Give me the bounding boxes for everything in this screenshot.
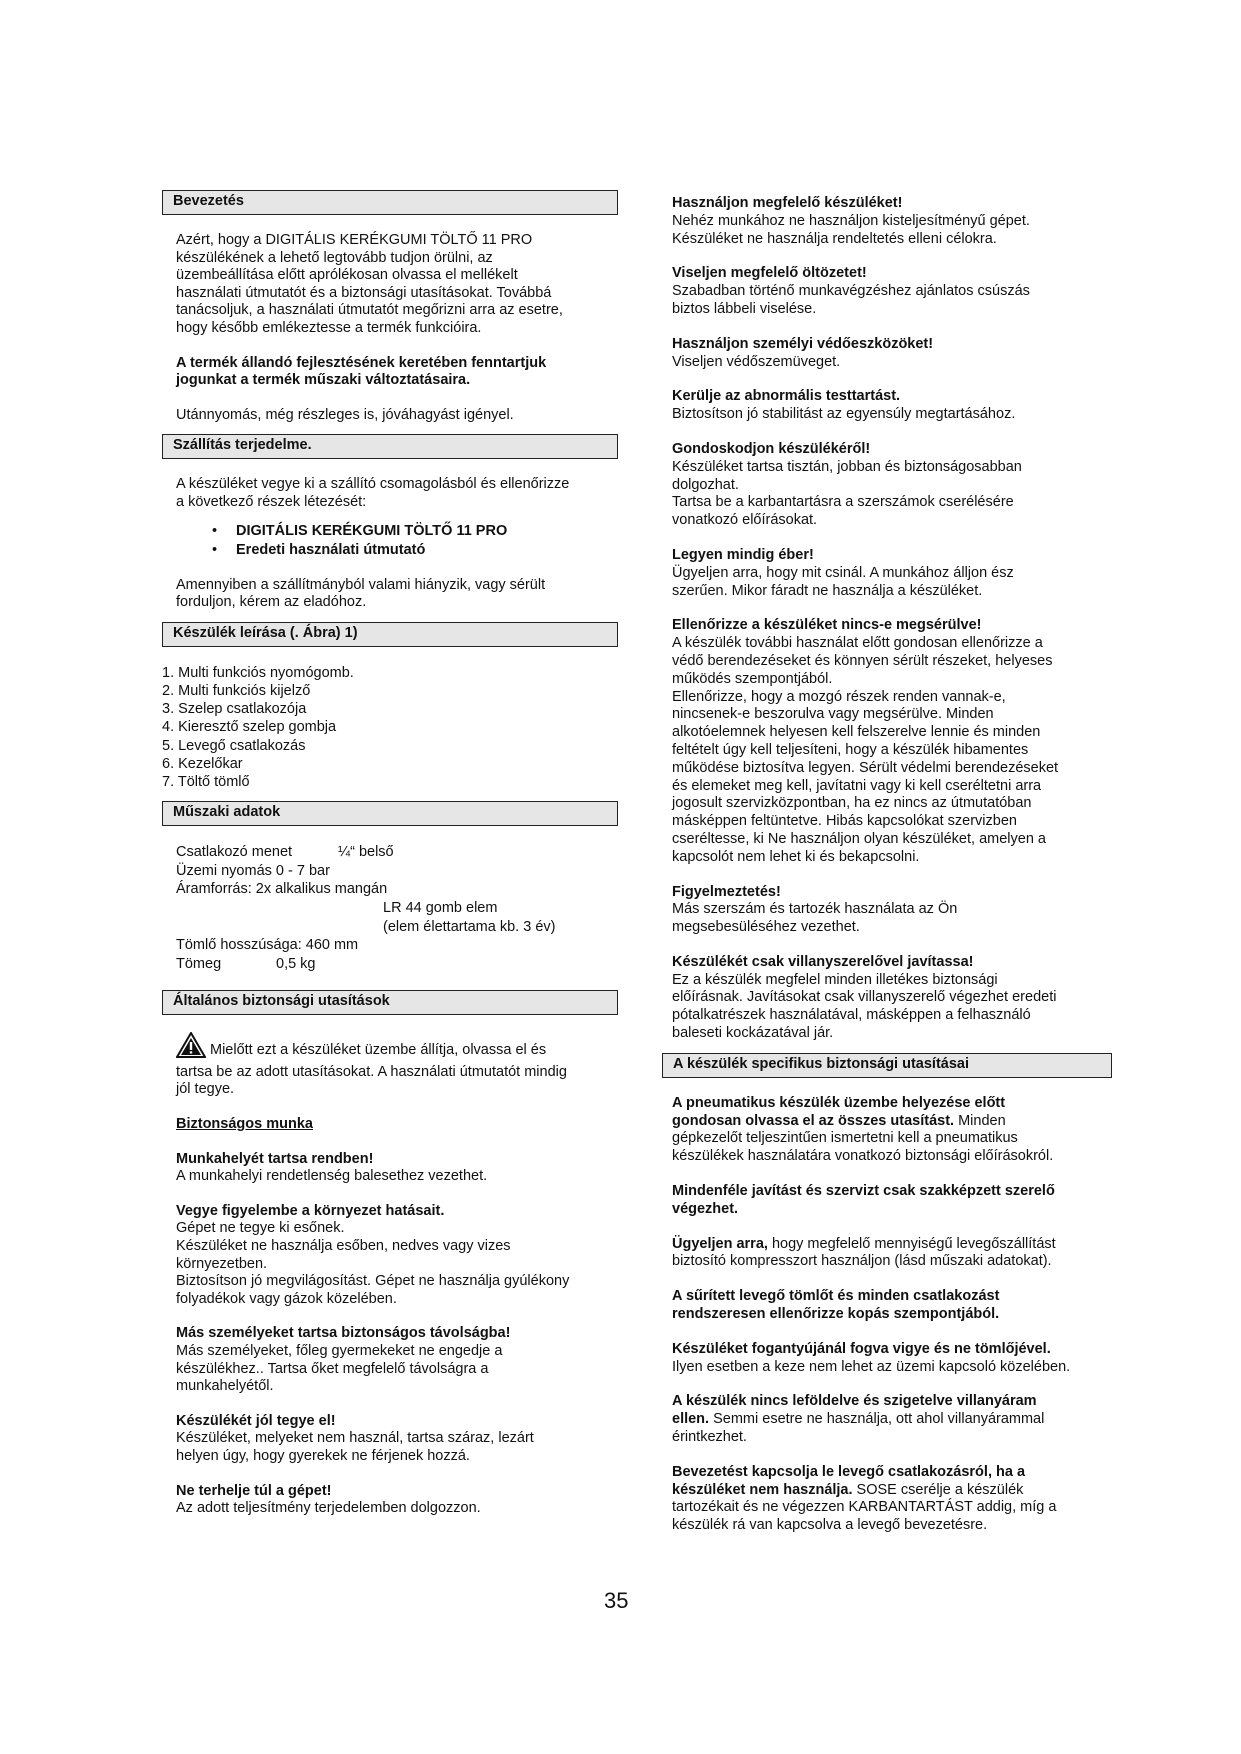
text-line: működés szempontjából.	[672, 670, 833, 687]
text-line: Készüléket tartsa tisztán, jobban és biztonságosabban	[672, 458, 1022, 475]
block-title: Használjon személyi védőeszközöket!	[672, 335, 934, 352]
weight-label: Tömeg	[176, 955, 222, 972]
text-line: Szabadban történő munkavégzéshez ajánlatos csúszás	[672, 283, 1030, 300]
text-rest: hogy megfelelő mennyiségű levegőszállítást	[767, 1235, 1056, 1252]
text-line: helyen úgy, hogy gyerekek ne férjenek hozzá.	[176, 1447, 470, 1464]
left-column	[162, 190, 618, 1518]
text-line: érintkezhet.	[672, 1429, 747, 1446]
text-line: Gépet ne tegye ki esőnek.	[176, 1220, 345, 1237]
text-line: vonatkozó előírásokat.	[672, 512, 818, 529]
section-header-specific: A készülék specifikus biztonsági utasításai	[662, 1053, 1112, 1078]
text-line: gépkezelőt teljeszintűen ismertetni kell a pneumatikus	[672, 1130, 1018, 1147]
intro-paragraph	[162, 232, 618, 424]
section-header-safety: Általános biztonsági utasítások	[162, 990, 618, 1015]
text-line: A munkahelyi rendetlenség balesethez vezethet.	[176, 1168, 488, 1185]
block-title: Figyelmeztetés!	[672, 883, 781, 900]
text-line: Biztosítson jó megvilágosítást. Gépet ne használja gyúlékony	[176, 1273, 570, 1290]
text-line: A pneumatikus készülék üzembe helyezése előtt	[672, 1094, 1006, 1111]
thread-value: ¼“ belső	[338, 844, 394, 861]
list-item: 5. Levegő csatlakozás	[162, 737, 306, 754]
text-line: munkahelyétől.	[176, 1378, 274, 1395]
list-item: • DIGITÁLIS KERÉKGUMI TÖLTŐ 11 PRO	[236, 522, 618, 541]
text-line: készülékek használatára vonatkozó biztonsági előírásokról.	[672, 1148, 1054, 1165]
warning-triangle-icon	[176, 1032, 206, 1064]
text-bold: készüléket nem használja.	[672, 1481, 853, 1498]
specific-instructions	[672, 1095, 1112, 1535]
text-line: kapcsolót nem lehet ki és bekapcsolni.	[672, 848, 920, 865]
text-line: Azért, hogy a DIGITÁLIS KERÉKGUMI TÖLTŐ 11 PRO	[176, 232, 533, 248]
text-rest: SOSE cserélje a készülék	[852, 1481, 1024, 1498]
list-item: 2. Multi funkciós kijelző	[162, 682, 311, 699]
text-line: jól tegye.	[176, 1081, 235, 1098]
text-line: üzembeállítása előtt aprólékosan olvassa el mellékelt	[176, 267, 518, 284]
block-title: Ellenőrizze a készüléket nincs-e megsérülve!	[672, 617, 982, 634]
text-line: Viseljen védőszemüveget.	[672, 353, 841, 370]
text-line: védő berendezéseket és könnyen sérült részeket, helyeses	[672, 652, 1053, 669]
text-line: előírásnak. Javításokat csak villanyszerelő végezhet eredeti	[672, 989, 1057, 1006]
text-line: Ellenőrizze, hogy a mozgó részek renden vannak-e,	[672, 688, 1006, 705]
text-line: Készüléket ne használja rendeltetés elleni célokra.	[672, 230, 997, 247]
text-line: megsebesüléséhez vezethet.	[672, 919, 860, 936]
text-line: jogunkat a termék műszaki változtatásaira.	[176, 372, 471, 389]
text-line: Ügyeljen arra, hogy mit csinál. A munkához álljon ész	[672, 564, 1014, 581]
text-line: másképpen feltüntetve. Hibás kapcsolókat szervizben	[672, 813, 1017, 830]
text-line: biztos lábbeli viselése.	[672, 300, 817, 317]
text-line: tartozékait és ne végezzen KARBANTARTÁST addig, míg a	[672, 1499, 1057, 1516]
list-item: 7. Töltő tömlő	[162, 773, 250, 790]
text-bold: Ügyeljen arra,	[672, 1235, 768, 1252]
block-title: Vegye figyelembe a környezet hatásait.	[176, 1202, 445, 1219]
page-number: 35	[604, 1588, 629, 1613]
delivery-list	[176, 522, 618, 560]
block-title: Ne terhelje túl a gépet!	[176, 1482, 332, 1499]
text-line: Mindenféle javítást és szervizt csak szakképzett szerelő	[672, 1183, 1055, 1200]
section-header-delivery: Szállítás terjedelme.	[162, 434, 618, 459]
pressure-line: Üzemi nyomás 0 - 7 bar	[176, 862, 330, 879]
text-line: Más szerszám és tartozék használata az Ön	[672, 901, 958, 918]
reprint-notice: Utánnyomás, még részleges is, jóváhagyást igényel.	[176, 406, 514, 423]
text-rest: Semmi esetre ne használja, ott ahol villanyárammal	[709, 1411, 1045, 1428]
thread-label: Csatlakozó menet	[176, 844, 293, 861]
list-item: 3. Szelep csatlakozója	[162, 701, 307, 718]
weight-value: 0,5 kg	[276, 955, 316, 972]
block-title: Legyen mindig éber!	[672, 546, 814, 563]
block-title: Más személyeket tartsa biztonságos távolságba!	[176, 1325, 511, 1342]
power-line: Áramforrás: 2x alkalikus mangán	[176, 881, 388, 898]
section-header-description: Készülék leírása (. Ábra) 1)	[162, 622, 618, 647]
text-line: Készüléket fogantyújánál fogva vigye és ne tömlőjével.	[672, 1340, 1051, 1357]
text-line: forduljon, kérem az eladóhoz.	[176, 594, 367, 611]
text-line: A sűrített levegő tömlőt és minden csatlakozást	[672, 1288, 1000, 1305]
block-title: Készülékét jól tegye el!	[176, 1412, 336, 1429]
battery-life-line: (elem élettartama kb. 3 év)	[383, 918, 556, 935]
text-line: Ez a készülék megfelel minden illetékes biztonsági	[672, 971, 998, 988]
list-item: 4. Kieresztő szelep gombja	[162, 719, 337, 736]
text-line: A készüléket vegye ki a szállító csomagolásból és ellenőrizze	[176, 476, 570, 493]
block-title: Kerülje az abnormális testtartást.	[672, 388, 901, 405]
text-line: alkotóelemnek helyesen kell felszerelve lennie és minden	[672, 724, 1041, 741]
text-line: Ilyen esetben a keze nem lehet az üzemi kapcsoló közelében.	[672, 1358, 1071, 1375]
text-line: készülékének a lehető legtovább tudjon örülni, az	[176, 249, 493, 266]
list-item: • Eredeti használati útmutató	[236, 541, 618, 560]
text-line: biztosító kompresszort használjon (lásd műszaki adatokat).	[672, 1253, 1052, 1270]
text-line: és elemeket meg kell, javítatni vagy ki kell cseréltetni arra	[672, 777, 1042, 794]
text-bold: gondosan olvassa el az összes utasítást.	[672, 1112, 955, 1129]
safe-work-heading: Biztonságos munka	[176, 1116, 313, 1133]
text-line: Más személyeket, főleg gyermekeket ne engedje a	[176, 1343, 503, 1360]
text-line: Tartsa be a karbantartásra a szerszámok cserélésére	[672, 494, 1014, 511]
list-item: 1. Multi funkciós nyomógomb.	[162, 664, 354, 681]
text-line: jogosult szervizközpontban, ha ez nincs az útmutatóban	[672, 795, 1032, 812]
text-line: A termék állandó fejlesztésének keretében fenntartjuk	[176, 354, 547, 371]
text-line: Készüléket ne használja esőben, nedves vagy vizes	[176, 1238, 511, 1255]
section-header-intro: Bevezetés	[162, 190, 618, 215]
text-bold: ellen.	[672, 1411, 710, 1428]
text-line: hogy később emlékeztesse a termék funkcióira.	[176, 319, 482, 336]
text-line: Biztosítson jó stabilitást az egyensúly megtartásához.	[672, 406, 1016, 423]
text-line: Készüléket, melyeket nem használ, tartsa száraz, lezárt	[176, 1430, 534, 1447]
text-line: használati útmutatót és a biztonsági utasításokat. Továbbá	[176, 284, 552, 301]
text-line: nincsenek-e beszorulva vagy megsérülve. Minden	[672, 706, 994, 723]
text-line: A készülék további használat előtt gondosan ellenőrizze a	[672, 635, 1043, 652]
block-title: Munkahelyét tartsa rendben!	[176, 1150, 374, 1167]
text-line: készülék rá van kapcsolva a levegő bevezetésre.	[672, 1517, 988, 1534]
text-line: végezhet.	[672, 1200, 739, 1217]
battery-line: LR 44 gomb elem	[383, 899, 498, 916]
hose-line: Tömlő hosszúsága: 460 mm	[176, 937, 359, 954]
text-line: baleseti kockázatával jár.	[672, 1025, 834, 1042]
text-line: környezetben.	[176, 1255, 268, 1272]
block-title: Használjon megfelelő készüléket!	[672, 195, 903, 211]
text-line: pótalkatrészek használatával, másképpen a felhasználó	[672, 1007, 1031, 1024]
text-line: feltételt úgy kell teljesíteni, hogy a készülék hibamentes	[672, 741, 1029, 758]
block-title: Viseljen megfelelő öltözetet!	[672, 265, 867, 282]
text-rest: Minden	[954, 1112, 1006, 1129]
text-line: cseréltesse, ki Ne használjon olyan készüléket, amelyen a	[672, 830, 1046, 847]
right-column	[672, 195, 1112, 1535]
text-line: dolgozhat.	[672, 476, 739, 493]
text-line: A készülék nincs leföldelve és szigetelve villanyáram	[672, 1393, 1037, 1410]
text-line: Bevezetést kapcsolja le levegő csatlakozásról, ha a	[672, 1463, 1026, 1480]
technical-data	[162, 843, 618, 973]
text-line: Az adott teljesítmény terjedelemben dolgozzon.	[176, 1500, 481, 1517]
text-line: szerűen. Mikor fáradt ne használja a készüléket.	[672, 582, 983, 599]
text-line: rendszeresen ellenőrizze kopás szempontjából.	[672, 1306, 1000, 1323]
text-line: a következő részek létezését:	[176, 493, 367, 510]
text-line: Mielőtt ezt a készüléket üzembe állítja, olvassa el és	[210, 1042, 547, 1059]
section-header-technical: Műszaki adatok	[162, 801, 618, 826]
text-line: tanácsoljuk, a használati útmutatót megőrizni arra az esetre,	[176, 302, 563, 319]
text-line: működése biztosítva legyen. Sérült védelmi berendezéseket	[672, 759, 1059, 776]
text-line: Amennyiben a szállítmányból valami hiányzik, vagy sérült	[176, 576, 546, 593]
block-title: Készülékét csak villanyszerelővel javítassa!	[672, 953, 974, 970]
delivery-paragraph	[162, 476, 618, 611]
text-line: folyadékok vagy gázok közelében.	[176, 1290, 397, 1307]
list-item: 6. Kezelőkar	[162, 755, 243, 772]
safety-section	[162, 1032, 618, 1517]
text-line: Nehéz munkához ne használjon kisteljesítményű gépet.	[672, 212, 1030, 229]
text-line: tartsa be az adott utasításokat. A használati útmutatót mindig	[176, 1063, 567, 1080]
description-list	[162, 664, 618, 791]
block-title: Gondoskodjon készülékéről!	[672, 440, 871, 457]
text-line: készülékhez.. Tartsa őket megfelelő távolságra a	[176, 1360, 489, 1377]
